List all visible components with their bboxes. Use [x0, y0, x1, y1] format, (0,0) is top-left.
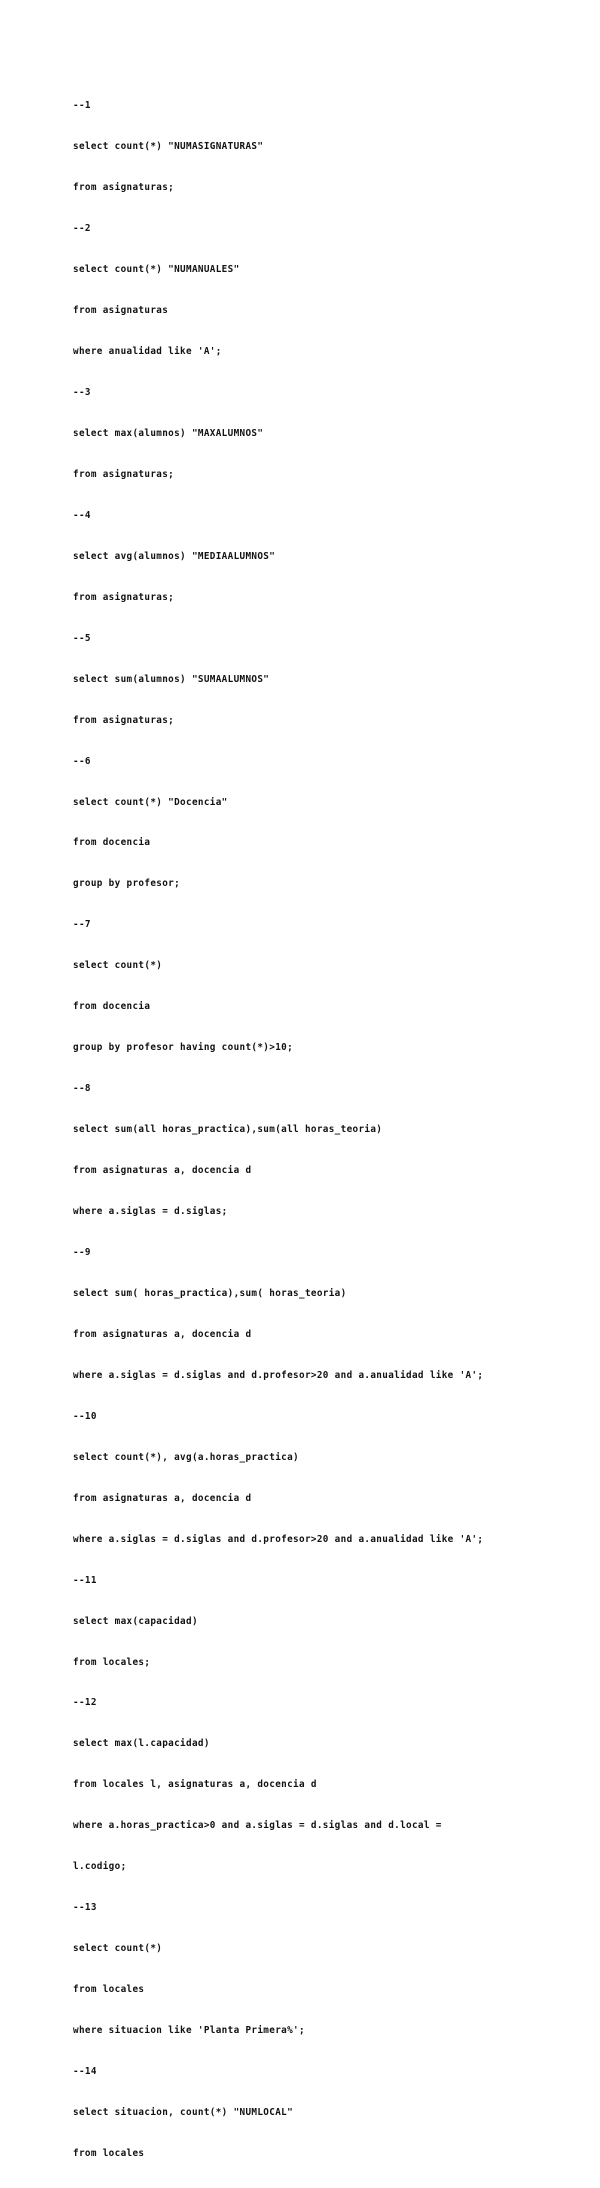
code-line: from asignaturas;	[73, 468, 175, 480]
code-line: from asignaturas a, docencia d	[73, 1165, 252, 1177]
code-line: from locales l, asignaturas a, docencia d	[73, 1779, 317, 1791]
code-line: group by profesor;	[73, 878, 181, 890]
code-line: --12	[73, 1697, 97, 1709]
code-line: select count(*)	[73, 960, 163, 972]
sql-code-listing	[73, 72, 483, 2188]
code-line: from locales	[73, 1984, 145, 1996]
code-line: select sum(all horas_practica),sum(all horas_teoria)	[73, 1124, 383, 1136]
code-line: from asignaturas a, docencia d	[73, 1492, 252, 1504]
code-line: from locales;	[73, 1656, 151, 1668]
code-line: from locales	[73, 2147, 145, 2159]
code-line: where a.siglas = d.siglas and d.profesor>20 and a.anualidad like 'A';	[73, 1533, 484, 1545]
code-line: --6	[73, 755, 91, 767]
code-line: from asignaturas;	[73, 182, 175, 194]
code-line: group by profesor having count(*)>10;	[73, 1042, 294, 1054]
code-line: where anualidad like 'A';	[73, 346, 222, 358]
code-line: select max(l.capacidad)	[73, 1738, 210, 1750]
code-line: --10	[73, 1410, 97, 1422]
code-line: where situacion like 'Planta Primera%';	[73, 2025, 305, 2037]
code-line: from docencia	[73, 837, 151, 849]
code-line: --14	[73, 2066, 97, 2078]
code-line: from asignaturas	[73, 305, 169, 317]
code-line: --4	[73, 509, 91, 521]
code-line: select avg(alumnos) "MEDIAALUMNOS"	[73, 550, 276, 562]
code-line: where a.siglas = d.siglas;	[73, 1206, 228, 1218]
code-line: --11	[73, 1574, 97, 1586]
code-line: select situacion, count(*) "NUMLOCAL"	[73, 2107, 294, 2119]
code-line: --7	[73, 919, 91, 931]
code-line: select max(alumnos) "MAXALUMNOS"	[73, 427, 264, 439]
code-line: --8	[73, 1083, 91, 1095]
code-line: --3	[73, 386, 91, 398]
code-line: select count(*) "NUMASIGNATURAS"	[73, 141, 264, 153]
code-line: select sum(alumnos) "SUMAALUMNOS"	[73, 673, 270, 685]
code-line: select count(*), avg(a.horas_practica)	[73, 1451, 299, 1463]
code-line: l.codigo;	[73, 1861, 127, 1873]
code-line: where a.siglas = d.siglas and d.profesor>20 and a.anualidad like 'A';	[73, 1369, 484, 1381]
code-line: --13	[73, 1902, 97, 1914]
code-line: select count(*) "Docencia"	[73, 796, 228, 808]
code-line: --5	[73, 632, 91, 644]
code-line: --1	[73, 100, 91, 112]
code-line: select max(capacidad)	[73, 1615, 198, 1627]
code-line: where a.horas_practica>0 and a.siglas = d.siglas and d.local =	[73, 1820, 442, 1832]
code-line: select sum( horas_practica),sum( horas_teoria)	[73, 1287, 347, 1299]
code-line: from asignaturas;	[73, 591, 175, 603]
code-line: --9	[73, 1247, 91, 1258]
code-line: --2	[73, 223, 91, 235]
code-line: select count(*) "NUMANUALES"	[73, 264, 240, 276]
code-line: from asignaturas;	[73, 714, 175, 726]
code-line: from asignaturas a, docencia d	[73, 1328, 252, 1340]
code-line: select count(*)	[73, 1943, 163, 1955]
code-line: from docencia	[73, 1001, 151, 1013]
